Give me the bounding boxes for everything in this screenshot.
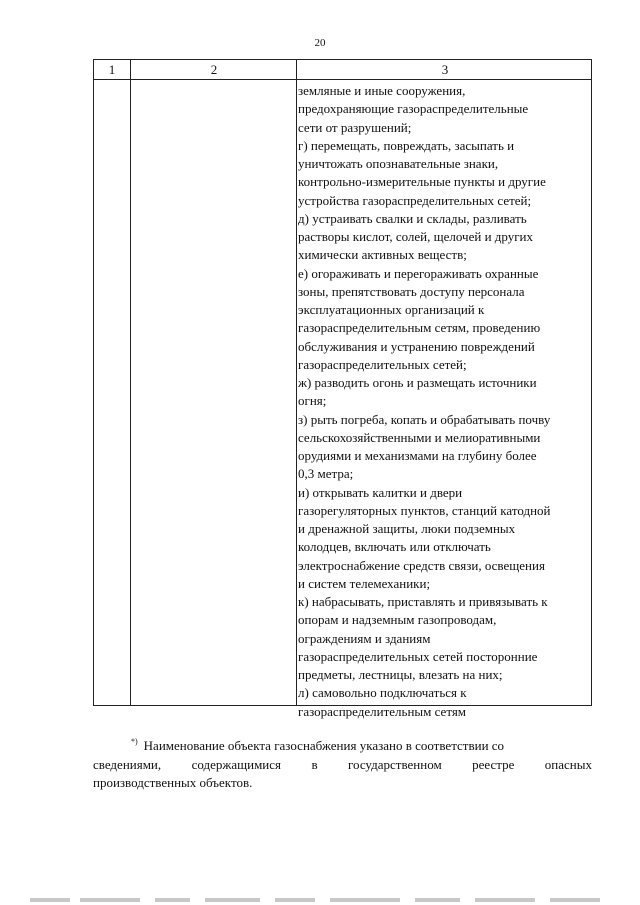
col3-line: и систем телемеханики; <box>298 575 431 591</box>
col3-line: уничтожать опознавательные знаки, <box>298 156 499 171</box>
scan-artifact-strip <box>30 896 610 904</box>
footnote-word: реестре <box>472 756 515 772</box>
footnote-word: опасных <box>544 756 592 772</box>
col3-line: и дренажной защиты, люки подземных <box>298 521 516 536</box>
footnote-mark: *) <box>131 737 138 746</box>
col3-line: орудиями и механизмами на глубину более <box>298 448 537 463</box>
footnote-word: в <box>311 756 318 772</box>
col3-line: газорегуляторных пунктов, станций катодной <box>298 502 551 518</box>
col3-line: сети от разрушений; <box>298 119 412 135</box>
col3-line: г) перемещать, повреждать, засыпать и <box>298 137 515 153</box>
col3-line: газораспределительным сетям, проведению <box>298 320 541 336</box>
col3-line: электроснабжение средств связи, освещения <box>298 557 545 573</box>
footnote-word: содержащимися <box>191 756 282 772</box>
col3-line: огня; <box>298 393 327 409</box>
col3-line: эксплуатационных организаций к <box>298 302 485 317</box>
footnote <box>93 733 592 793</box>
requirements-table <box>93 59 592 719</box>
col3-line: ж) разводить огонь и размещать источники <box>298 375 537 390</box>
col3-line: химически активных веществ; <box>298 247 467 263</box>
col3-line: контрольно-измерительные пункты и другие <box>298 174 546 190</box>
col3-line: к) набрасывать, приставлять и привязывать к <box>298 594 548 609</box>
col3-line: и) открывать калитки и двери <box>298 484 463 500</box>
col3-line: е) огораживать и перегораживать охранные <box>298 265 539 281</box>
footnote-line-2 <box>93 756 592 775</box>
header-col-2: 2 <box>210 62 218 77</box>
col3-line: растворы кислот, солей, щелочей и других <box>298 229 534 244</box>
footnote-line-1 <box>93 733 592 756</box>
col3-line: 0,3 метра; <box>298 466 354 482</box>
col3-line: ограждениям и зданиям <box>298 630 431 646</box>
col3-cell <box>297 82 593 721</box>
col3-line: газораспределительным сетям <box>298 703 467 719</box>
col3-line: предохраняющие газораспределительные <box>298 101 529 117</box>
col3-line: земляные и иные сооружения, <box>298 83 466 98</box>
col3-line: устройства газораспределительных сетей; <box>298 192 532 208</box>
footnote-word: сведениями, <box>93 756 162 772</box>
col3-line: предметы, лестницы, влезать на них; <box>298 667 503 682</box>
table-header-row <box>94 60 591 80</box>
col3-line: газораспределительных сетей; <box>298 356 467 372</box>
col3-line: газораспределительных сетей посторонние <box>298 648 538 664</box>
col3-line: сельскохозяйственными и мелиоративными <box>298 429 541 445</box>
col3-line: з) рыть погреба, копать и обрабатывать почву <box>298 411 551 427</box>
col3-line: д) устраивать свалки и склады, разливать <box>298 210 527 226</box>
footnote-text-1: Наименование объекта газоснабжения указано в соответствии со <box>143 738 505 753</box>
footnote-line-3: производственных объектов. <box>93 775 253 790</box>
header-col-3: 3 <box>441 62 449 77</box>
col3-line: колодцев, включать или отключать <box>298 539 491 555</box>
header-col-1: 1 <box>108 62 116 77</box>
col3-line: л) самовольно подключаться к <box>298 685 467 701</box>
footnote-word: государственном <box>348 756 442 772</box>
col3-line: зоны, препятствовать доступу персонала <box>298 283 525 299</box>
column-divider <box>130 60 131 705</box>
col3-line: опорам и надземным газопроводам, <box>298 612 497 628</box>
col3-line: обслуживания и устранению повреждений <box>298 338 535 354</box>
page-number: 20 <box>314 37 326 49</box>
